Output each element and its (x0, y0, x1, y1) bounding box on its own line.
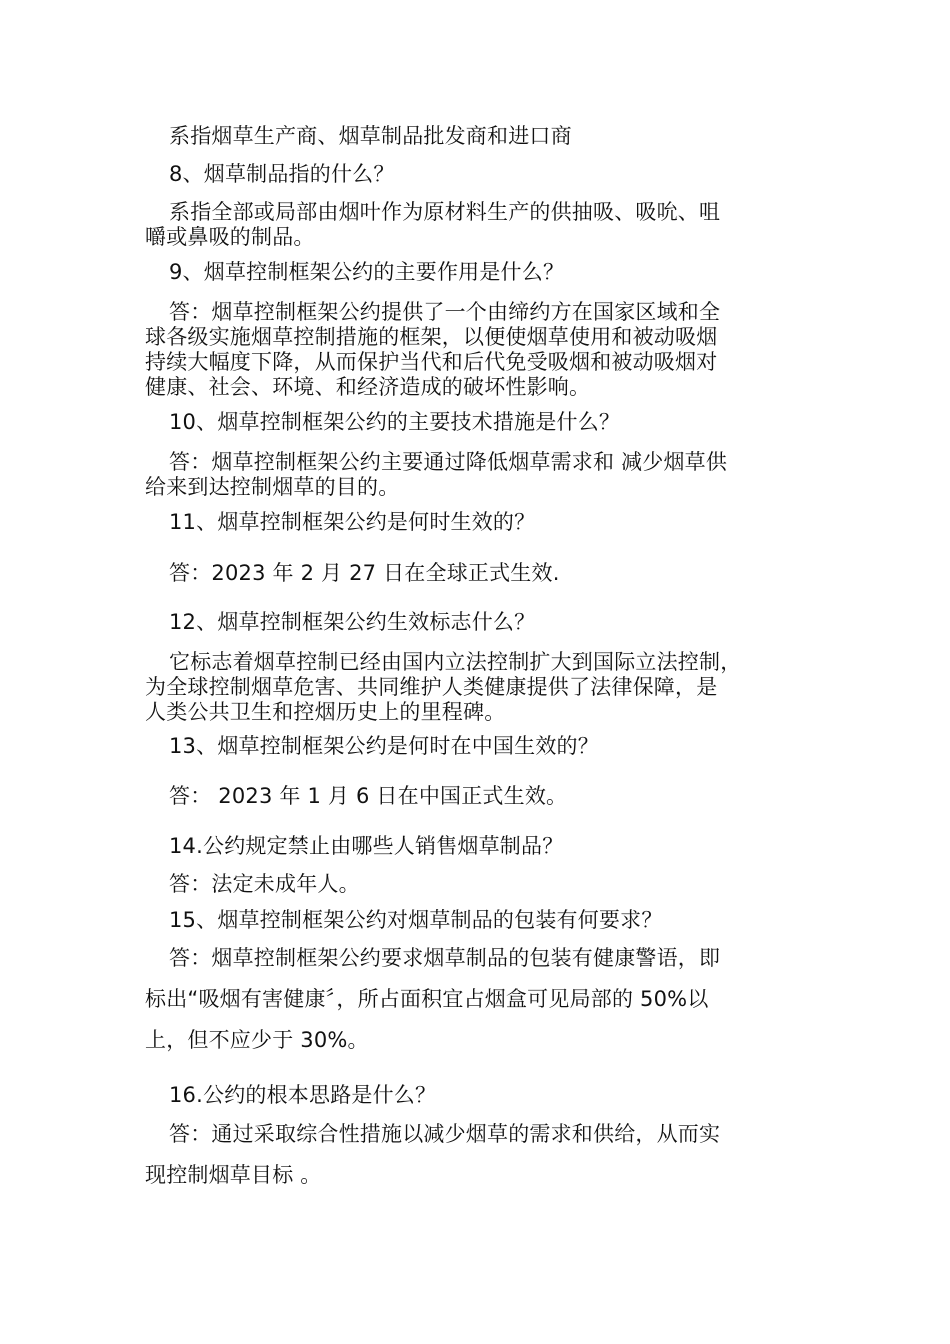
answer-10 (145, 450, 810, 500)
text-line: 上，但不应少于 30%。 (145, 1028, 369, 1052)
text-line: 11、烟草控制框架公约是何时生效的？ (169, 510, 536, 534)
text-line: 答：2023 年 2 月 27 日在全球正式生效. (169, 561, 560, 585)
text-line: 8、烟草制品指的什么？ (169, 162, 395, 186)
text-line: 答： 2023 年 1 月 6 日在中国正式生效。 (169, 784, 568, 808)
text-line: 10、烟草控制框架公约的主要技术措施是什么？ (169, 410, 621, 434)
text-line: 答：烟草控制框架公约主要通过降低烟草需求和 减少烟草供 (169, 450, 728, 474)
question-11 (145, 510, 810, 535)
text-line: 12、烟草控制框架公约生效标志什么？ (169, 610, 536, 634)
question-13 (145, 734, 810, 759)
text-line: 嚼或鼻吸的制品。 (145, 225, 315, 249)
answer-14 (145, 872, 810, 897)
text-line: 健康、社会、环境、和经济造成的破坏性影响。 (145, 375, 591, 399)
text-line: 16.公约的根本思路是什么？ (169, 1083, 437, 1107)
text-line: 15、烟草控制框架公约对烟草制品的包装有何要求？ (169, 908, 663, 932)
text-line: 答：烟草控制框架公约提供了一个由缔约方在国家区域和全 (169, 300, 721, 324)
question-10 (145, 410, 810, 435)
text-line: 系指全部或局部由烟叶作为原材料生产的供抽吸、吸吮、咀 (169, 200, 721, 224)
text-line: 答：法定未成年人。 (169, 872, 360, 896)
question-16 (145, 1083, 810, 1108)
question-9 (145, 260, 810, 285)
text-line: 标出“吸烟有害健康〞，所占面积宜占烟盒可见局部的 50%以 (145, 987, 709, 1011)
question-15 (145, 908, 810, 933)
question-8 (145, 162, 810, 187)
text-line: 现控制烟草目标 。 (145, 1163, 322, 1187)
text-line: 球各级实施烟草控制措施的框架，以便使烟草使用和被动吸烟 (145, 325, 718, 349)
answer-13 (145, 784, 810, 809)
text-line: 13、烟草控制框架公约是何时在中国生效的？ (169, 734, 599, 758)
text-line: 持续大幅度下降，从而保护当代和后代免受吸烟和被动吸烟对 (145, 350, 718, 374)
text-line: 给来到达控制烟草的目的。 (145, 475, 400, 499)
answer-16 (145, 1122, 810, 1188)
text-line: 答：通过采取综合性措施以减少烟草的需求和供给，从而实 (169, 1122, 721, 1146)
answer-11 (145, 561, 810, 586)
text-line: 14.公约规定禁止由哪些人销售烟草制品？ (169, 834, 564, 858)
text-line: 人类公共卫生和控烟历史上的里程碑。 (145, 700, 506, 724)
question-12 (145, 610, 810, 635)
text-line: 答：烟草控制框架公约要求烟草制品的包装有健康警语，即 (169, 946, 721, 970)
text-line: 9、烟草控制框架公约的主要作用是什么？ (169, 260, 565, 284)
text-line: 它标志着烟草控制已经由国内立法控制扩大到国际立法控制， (169, 650, 742, 674)
question-14 (145, 834, 810, 859)
answer-8 (145, 200, 810, 250)
answer-12 (145, 650, 810, 725)
text-line: 系指烟草生产商、烟草制品批发商和进口商 (169, 124, 572, 148)
answer-15 (145, 946, 810, 1053)
text-line: 为全球控制烟草危害、共同维护人类健康提供了法律保障，是 (145, 675, 718, 699)
paragraph-intro (145, 124, 810, 149)
answer-9 (145, 300, 810, 400)
